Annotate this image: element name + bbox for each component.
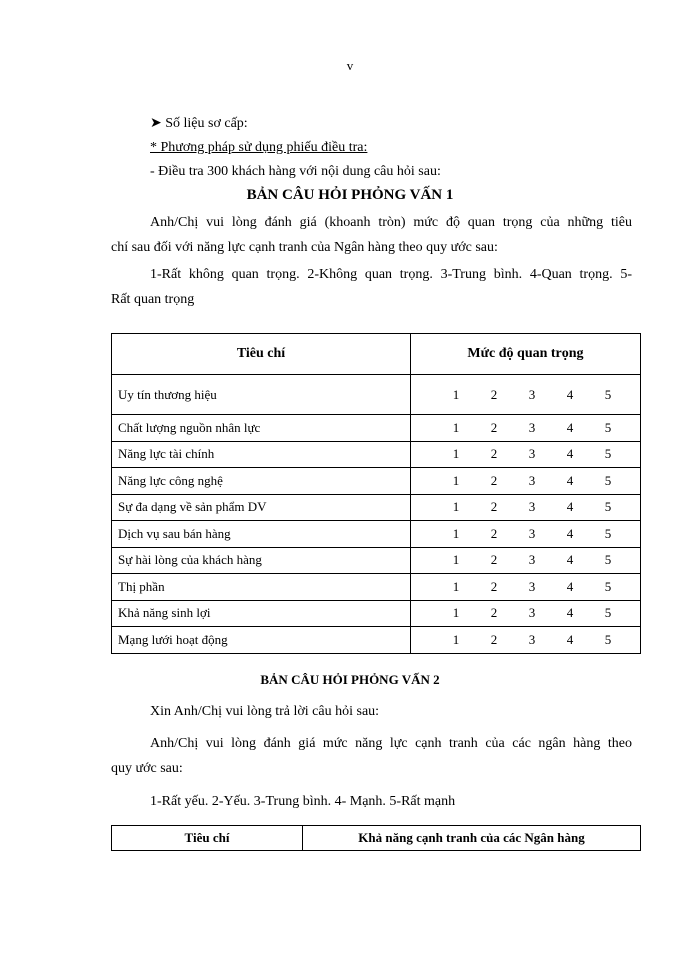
scale-cell [411, 441, 641, 468]
importance-table [111, 333, 641, 654]
scale-option-2[interactable]: 2 [490, 578, 498, 594]
scale-option-3[interactable]: 3 [528, 605, 536, 621]
scale-cell [411, 468, 641, 495]
criteria-cell: Chất lượng nguồn nhân lực [112, 415, 411, 442]
scale-options [437, 446, 640, 462]
criteria-header: Tiêu chí [112, 826, 303, 851]
scale-option-2[interactable]: 2 [490, 552, 498, 568]
criteria-cell: Sự hài lòng của khách hàng [112, 547, 411, 574]
scale-cell [411, 375, 641, 415]
scale-option-5[interactable]: 5 [604, 552, 612, 568]
table-row [112, 600, 641, 627]
scale-option-2[interactable]: 2 [490, 525, 498, 541]
q1-scale-line-2: Rất quan trọng [111, 292, 195, 307]
arrow-bullet-icon: ➤ [150, 116, 162, 131]
table-header-row [112, 826, 641, 851]
scale-cell [411, 415, 641, 442]
criteria-cell: Năng lực công nghệ [112, 468, 411, 495]
method-label: * Phương pháp sử dụng phiếu điều tra: [150, 140, 368, 155]
scale-options [437, 420, 640, 436]
scale-option-3[interactable]: 3 [528, 499, 536, 515]
scale-option-3[interactable]: 3 [528, 578, 536, 594]
criteria-cell: Năng lực tài chính [112, 441, 411, 468]
scale-option-4[interactable]: 4 [566, 472, 574, 488]
scale-option-4[interactable]: 4 [566, 499, 574, 515]
criteria-cell: Uy tín thương hiệu [112, 375, 411, 415]
q2-instruction-line-2: quy ước sau: [111, 761, 183, 776]
scale-option-1[interactable]: 1 [452, 605, 460, 621]
scale-option-1[interactable]: 1 [452, 552, 460, 568]
scale-option-5[interactable]: 5 [604, 605, 612, 621]
table-row [112, 468, 641, 495]
scale-options [437, 526, 640, 542]
page-number: v [346, 58, 354, 73]
scale-options [437, 387, 640, 403]
table-row [112, 574, 641, 601]
criteria-cell: Dịch vụ sau bán hàng [112, 521, 411, 548]
importance-header: Mức độ quan trọng [411, 334, 641, 375]
scale-option-2[interactable]: 2 [490, 631, 498, 647]
scale-cell [411, 547, 641, 574]
scale-option-2[interactable]: 2 [490, 419, 498, 435]
scale-option-2[interactable]: 2 [490, 472, 498, 488]
table-row [112, 494, 641, 521]
scale-option-5[interactable]: 5 [604, 499, 612, 515]
scale-option-5[interactable]: 5 [604, 578, 612, 594]
scale-option-1[interactable]: 1 [452, 499, 460, 515]
questionnaire-1-title: BẢN CÂU HỎI PHỎNG VẤN 1 [246, 187, 454, 203]
scale-option-5[interactable]: 5 [604, 472, 612, 488]
scale-options [437, 552, 640, 568]
q1-instruction-line-2: chí sau đối với năng lực cạnh tranh của Ngân hàng theo quy ước sau: [111, 240, 498, 255]
scale-cell [411, 494, 641, 521]
scale-cell [411, 521, 641, 548]
scale-option-3[interactable]: 3 [528, 419, 536, 435]
q2-request: Xin Anh/Chị vui lòng trả lời câu hỏi sau: [150, 704, 380, 719]
scale-option-4[interactable]: 4 [566, 631, 574, 647]
table-header-row [112, 334, 641, 375]
scale-option-4[interactable]: 4 [566, 525, 574, 541]
scale-option-3[interactable]: 3 [528, 525, 536, 541]
criteria-cell: Mạng lưới hoạt động [112, 627, 411, 654]
scale-option-4[interactable]: 4 [566, 578, 574, 594]
scale-option-5[interactable]: 5 [604, 631, 612, 647]
scale-options [437, 499, 640, 515]
scale-option-5[interactable]: 5 [604, 525, 612, 541]
scale-option-1[interactable]: 1 [452, 472, 460, 488]
scale-option-2[interactable]: 2 [490, 499, 498, 515]
scale-option-5[interactable]: 5 [604, 446, 612, 462]
scale-options [437, 579, 640, 595]
primary-data-heading [150, 115, 248, 132]
table-row [112, 415, 641, 442]
scale-option-5[interactable]: 5 [604, 419, 612, 435]
scale-cell [411, 600, 641, 627]
q1-instruction-line-1: Anh/Chị vui lòng đánh giá (khoanh tròn) mức độ quan trọng của những tiêu [150, 215, 632, 230]
method-heading [150, 140, 367, 156]
scale-option-1[interactable]: 1 [452, 525, 460, 541]
table-row [112, 627, 641, 654]
scale-option-1[interactable]: 1 [452, 578, 460, 594]
q1-scale-line-1: 1-Rất không quan trọng. 2-Không quan trọng. 3-Trung bình. 4-Quan trọng. 5- [150, 267, 632, 282]
scale-option-2[interactable]: 2 [490, 605, 498, 621]
scale-option-1[interactable]: 1 [452, 386, 460, 402]
competitiveness-header: Khả năng cạnh tranh của các Ngân hàng [303, 826, 641, 851]
questionnaire-2-title: BẢN CÂU HỎI PHỎNG VẤN 2 [260, 672, 440, 687]
scale-option-5[interactable]: 5 [604, 386, 612, 402]
scale-option-3[interactable]: 3 [528, 446, 536, 462]
scale-option-4[interactable]: 4 [566, 552, 574, 568]
scale-option-2[interactable]: 2 [490, 446, 498, 462]
q2-scale: 1-Rất yếu. 2-Yếu. 3-Trung bình. 4- Mạnh. 5-Rất mạnh [150, 794, 456, 809]
scale-options [437, 473, 640, 489]
table-row [112, 521, 641, 548]
scale-option-4[interactable]: 4 [566, 446, 574, 462]
scale-option-4[interactable]: 4 [566, 419, 574, 435]
survey-description: - Điều tra 300 khách hàng với nội dung câu hỏi sau: [150, 164, 441, 179]
table-row [112, 441, 641, 468]
scale-option-3[interactable]: 3 [528, 552, 536, 568]
scale-option-1[interactable]: 1 [452, 419, 460, 435]
competitiveness-table [111, 825, 641, 851]
q2-instruction-line-1: Anh/Chị vui lòng đánh giá mức năng lực cạnh tranh của các ngân hàng theo [150, 736, 632, 751]
scale-option-4[interactable]: 4 [566, 605, 574, 621]
criteria-cell: Thị phần [112, 574, 411, 601]
scale-option-3[interactable]: 3 [528, 386, 536, 402]
scale-cell [411, 627, 641, 654]
scale-option-2[interactable]: 2 [490, 386, 498, 402]
scale-option-1[interactable]: 1 [452, 446, 460, 462]
table-row [112, 547, 641, 574]
scale-cell [411, 574, 641, 601]
scale-options [437, 632, 640, 648]
criteria-cell: Sự đa dạng về sản phẩm DV [112, 494, 411, 521]
criteria-header: Tiêu chí [112, 334, 411, 375]
criteria-cell: Khả năng sinh lợi [112, 600, 411, 627]
scale-option-3[interactable]: 3 [528, 472, 536, 488]
scale-options [437, 605, 640, 621]
scale-option-3[interactable]: 3 [528, 631, 536, 647]
scale-option-1[interactable]: 1 [452, 631, 460, 647]
scale-option-4[interactable]: 4 [566, 386, 574, 402]
table-row [112, 375, 641, 415]
primary-data-label: Số liệu sơ cấp: [165, 116, 248, 131]
